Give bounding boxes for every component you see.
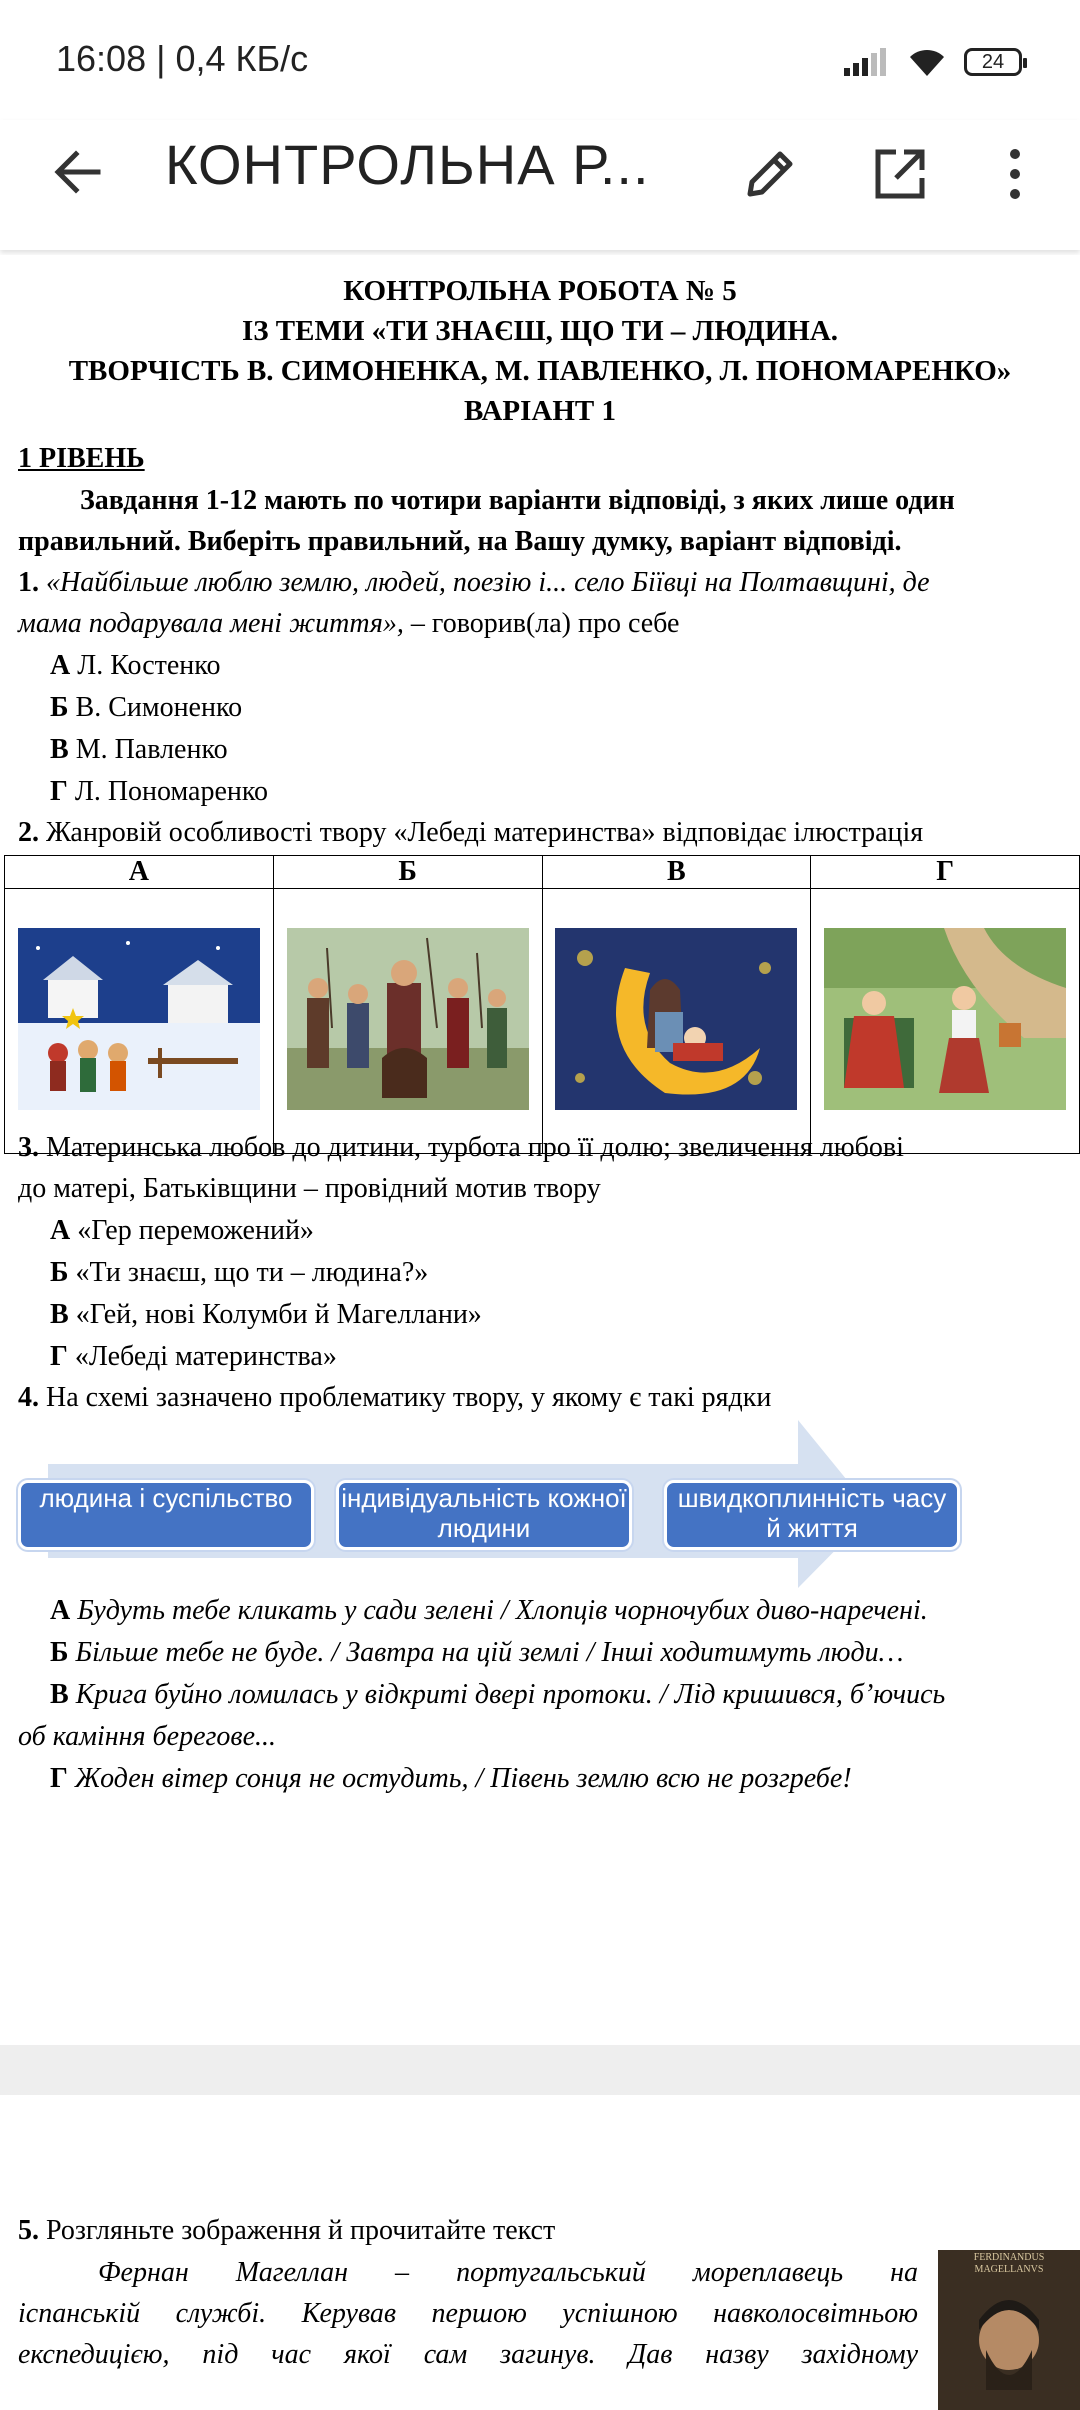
scheme-box-1: людина і суспільство [18,1480,314,1550]
problem-scheme-diagram [18,1420,968,1590]
illustration-table [4,855,1080,1154]
document-page-2 [0,2095,1080,2400]
q1-rest: – говорив(ла) про себе [403,608,680,639]
q1-quote-1: «Найбільше люблю землю, людей, поезію і... село Біївці на Полтавщині, де [46,567,930,598]
mother-child-moon-illustration [555,928,797,1110]
q1-option-d: Г Л. Пономаренко [50,776,269,807]
q1-line-1 [18,567,930,599]
q1-option-a: А Л. Костенко [50,650,221,681]
q3-option-a: А «Гер переможений» [50,1215,314,1246]
q4-option-c-cont: об каміння берегове... [18,1721,277,1752]
status-icons [844,42,1022,82]
back-arrow-icon[interactable] [46,140,110,204]
q1-number: 1. [18,567,39,598]
q4-option-a: А Будуть тебе кликать у сади зелені / Хлопців чорночубих диво-наречені. [50,1595,928,1626]
heading-line-4: ВАРІАНТ 1 [463,395,617,427]
heading-line-2: ІЗ ТЕМИ «ТИ ЗНАЄШ, ЩО ТИ – ЛЮДИНА. [241,315,839,347]
signal-icon [844,48,890,76]
magellan-portrait [938,2250,1080,2410]
heading-line-1: КОНТРОЛЬНА РОБОТА № 5 [343,275,737,307]
more-vert-icon[interactable] [990,142,1040,206]
q4-option-d: Г Жоден вітер сонця не остудить, / Півень землю всю не розгребе! [50,1763,852,1794]
column-a: А [5,856,274,889]
column-c: В [542,856,811,889]
scheme-box-3: швидкоплинність часу й життя [664,1480,960,1550]
app-bar [0,120,1080,250]
level-label: 1 РІВЕНЬ [18,443,145,474]
q1-option-c: В М. Павленко [50,734,228,765]
document-title: КОНТРОЛЬНА Р... [165,133,650,196]
open-external-icon[interactable] [868,142,932,206]
scheme-box-2: індивідуальність кожної людини [336,1480,632,1550]
q3-option-b: Б «Ти знаєш, що ти – людина?» [50,1257,429,1288]
q2-line: 2. Жанровій особливості твору «Лебеді материнства» відповідає ілюстрація [18,817,924,848]
instruction-line-2: правильний. Виберіть правильний, на Вашу думку, варіант відповіді. [18,526,902,557]
q5-para-2: іспанській службі. Керував першою успішною навколосвітньою [18,2298,918,2329]
portrait-caption: FERDINANDUS MAGELLANVS [973,2252,1045,2275]
column-b: Б [273,856,542,889]
instruction-line-1: Завдання 1-12 мають по чотири варіанти відповіді, з яких лише один [80,485,955,516]
winter-carolers-illustration [18,928,260,1110]
page-separator [0,2045,1080,2095]
cossacks-illustration [287,928,529,1110]
heading-line-3: ТВОРЧІСТЬ В. СИМОНЕНКА, М. ПАВЛЕНКО, Л. ПОНОМАРЕНКО» [68,355,1012,387]
q3-option-c: В «Гей, нові Колумби й Магеллани» [50,1299,482,1330]
edit-pencil-icon[interactable] [738,142,802,206]
wifi-icon [906,46,948,78]
column-d: Г [811,856,1080,889]
q4-option-c: В Крига буйно ломилась у відкриті двері протоки. / Лід кришився, б’ючись [50,1679,946,1710]
q5-para-3: експедицією, під час якої сам загинув. Дав назву західному [18,2339,918,2370]
q1-option-b: Б В. Симоненко [50,692,243,723]
battery-level: 24 [981,50,1005,73]
q1-line-2 [18,608,679,640]
q1-quote-2: мама подарувала мені життя», [18,608,404,639]
q5-para-1: Фернан Магеллан – португальський мореплавець на [98,2257,918,2288]
status-time: 16:08 | 0,4 КБ/с [56,38,309,79]
battery-icon [964,48,1022,76]
q3-line-2: до матері, Батьківщини – провідний мотив твору [18,1173,601,1204]
status-bar [0,0,1080,120]
q3-line-1: 3. Материнська любов до дитини, турбота про її долю; звеличення любові [18,1132,904,1163]
village-women-illustration [824,928,1066,1110]
q4-option-b: Б Більше тебе не буде. / Завтра на цій землі / Інші ходитимуть люди… [50,1637,904,1668]
document-page [0,255,1080,2045]
q5-line: 5. Розгляньте зображення й прочитайте текст [18,2215,556,2246]
q3-option-d: Г «Лебеді материнства» [50,1341,337,1372]
q4-line: 4. На схемі зазначено проблематику твору, у якому є такі рядки [18,1382,772,1413]
